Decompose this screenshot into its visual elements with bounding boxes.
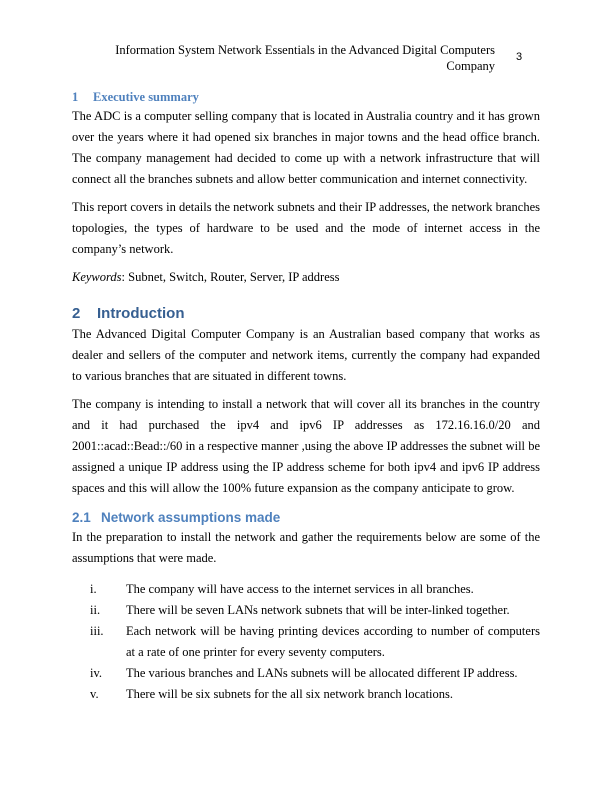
paragraph: This report covers in details the network subnets and their IP addresses, the network branches topologies, the types of hardware to be used and the mode of internet access in the company’s network. [72,200,540,256]
assumptions-list [72,579,540,705]
list-marker: i. [90,582,97,596]
keywords-text: : Subnet, Switch, Router, Server, IP address [121,270,340,284]
page-number: 3 [516,51,523,63]
list-item [72,621,540,663]
section-title: Network assumptions made [101,510,281,525]
keywords-line [72,267,540,288]
document-body [72,88,540,705]
list-item [72,684,540,705]
section-title: Executive summary [93,90,199,104]
list-marker: v. [90,687,99,701]
section-number: 1 [72,90,79,104]
section-number: 2.1 [72,510,91,525]
list-item-text: There will be six subnets for the all six network branch locations. [126,687,454,701]
section-title: Introduction [97,305,185,322]
paragraph: The company is intending to install a network that will cover all its branches in the country and it had purchased the ipv4 and ipv6 IP addresses as 172.16.16.0/20 and 2001::acad::Bead::/60 in a respective manner ,using the above IP addresses the subnet will be assigned a unique IP address using the IP address scheme for both ipv4 and ipv6 IP address spaces and this will allow the 100% future expansion as the company anticipate to grow. [72,397,540,495]
list-item [72,579,540,600]
assumptions-heading [72,509,540,527]
paragraph: The Advanced Digital Computer Company is an Australian based company that works as dealer and sellers of the computer and network items, currently the company had expanded to various branches that are situated in different towns. [72,327,540,383]
list-marker: iv. [90,666,103,680]
list-item-text: There will be seven LANs network subnets that will be inter-linked together. [126,603,510,617]
paragraph: In the preparation to install the network and gather the requirements below are some of the assumptions that were made. [72,530,540,565]
list-item [72,663,540,684]
keywords-label: Keywords [72,270,122,284]
list-item-text: The various branches and LANs subnets will be allocated different IP address. [126,666,518,680]
list-item-text: Each network will be having printing devices according to number of computers at a rate of one printer for every seventy computers. [126,624,540,659]
list-item [72,600,540,621]
list-marker: iii. [90,624,104,638]
introduction-heading [72,304,540,324]
paragraph: The ADC is a computer selling company that is located in Australia country and it has grown over the years where it had opened six branches in major towns and the head office branch. The company management had decided to come up with a network infrastructure that will connect all the branches subnets and allow better communication and internet connectivity. [72,109,540,186]
list-item-text: The company will have access to the internet services in all branches. [126,582,474,596]
section-number: 2 [72,305,81,322]
executive-summary-heading [72,88,540,106]
list-marker: ii. [90,603,101,617]
running-header: Information System Network Essentials in the Advanced Digital Computers Company [115,43,495,73]
